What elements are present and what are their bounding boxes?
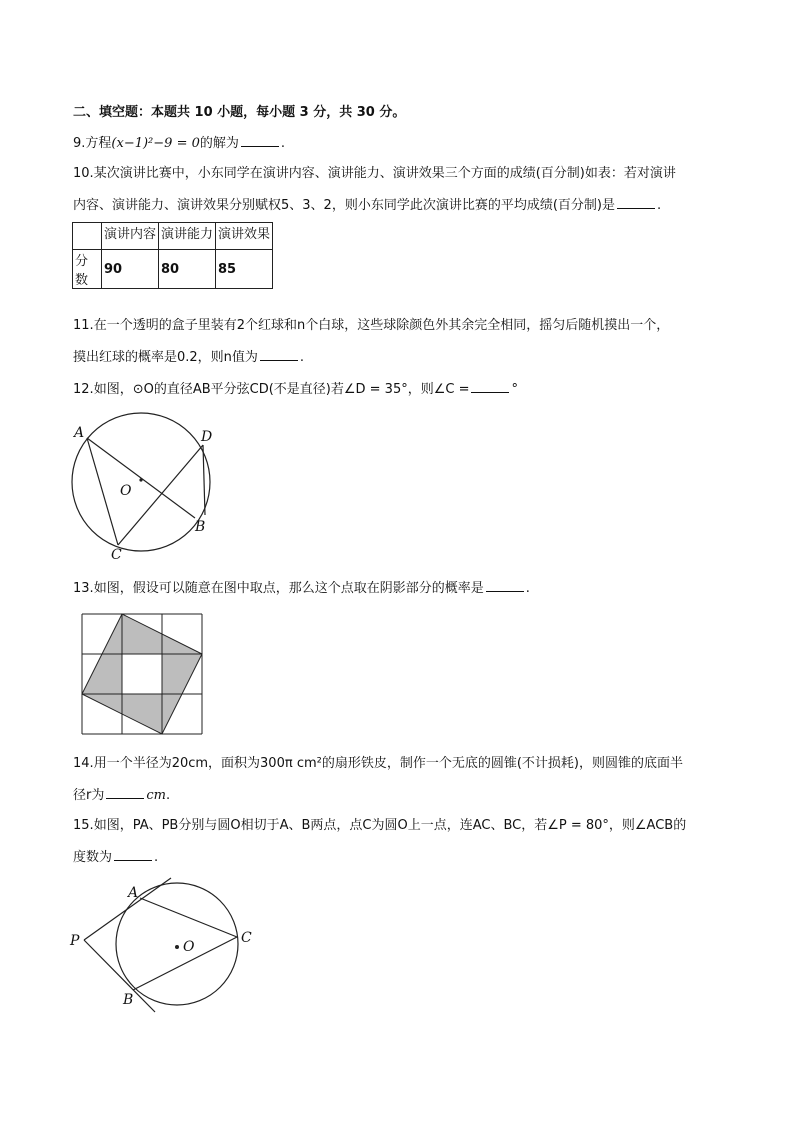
q14-line1: 用一个半径为20cm，面积为300π cm²的扇形铁皮，制作一个无底的圆锥(不计损耗)，则圆锥的底面半 — [93, 756, 683, 771]
q14-end: . — [165, 788, 171, 803]
table-row-label: 分数 — [73, 250, 102, 289]
q9-number: 9. — [73, 136, 86, 151]
q11-end: . — [299, 350, 305, 365]
q12-label-d: D — [201, 429, 213, 445]
q11-number: 11. — [73, 318, 94, 333]
q12-label-o: O — [120, 483, 132, 499]
q15-label-b: B — [123, 992, 134, 1008]
q12-label-a: A — [74, 425, 85, 441]
table-header-cell: 演讲能力 — [159, 223, 216, 250]
q15-label-c: C — [241, 930, 252, 946]
table-cell: 90 — [102, 250, 159, 289]
q15-line1: 如图，PA、PB分别与圆O相切于A、B两点，点C为圆O上一点，连AC、BC，若∠P = 80°，则∠ACB的 — [93, 818, 687, 833]
q9-text-before: 方程 — [85, 136, 112, 151]
table-header-cell: 演讲内容 — [102, 223, 159, 250]
q11-line2: 摸出红球的概率是0.2，则n值为 — [73, 350, 258, 365]
q9-end: . — [280, 136, 286, 151]
section-heading: 二、填空题：本题共 10 小题，每小题 3 分，共 30 分。 — [73, 105, 406, 120]
table-cell: 85 — [216, 250, 273, 289]
q15-line2: 度数为 — [73, 850, 113, 865]
q9-text-after: 的解为 — [199, 136, 239, 151]
q15-label-o: O — [183, 939, 195, 955]
q9-equation: (x−1)²−9 = 0 — [111, 136, 200, 151]
q10-line1: 某次演讲比赛中，小东同学在演讲内容、演讲能力、演讲效果三个方面的成绩(百分制)如表：若对演讲 — [93, 166, 676, 181]
q14-number: 14. — [73, 756, 94, 771]
table-header-cell: 演讲效果 — [216, 223, 273, 250]
q14-unit: cm — [146, 788, 166, 803]
q12-end: ° — [511, 382, 518, 397]
q13-text: 如图，假设可以随意在图中取点，那么这个点取在阴影部分的概率是 — [93, 581, 484, 596]
q15-label-p: P — [70, 933, 80, 949]
q12-number: 12. — [73, 382, 94, 397]
table-cell: 80 — [159, 250, 216, 289]
q12-text: 如图，⊙O的直径AB平分弦CD(不是直径)若∠D = 35°，则∠C = — [93, 382, 470, 397]
q11-line1: 在一个透明的盒子里装有2个红球和n个白球，这些球除颜色外其余完全相同，摇匀后随机摸出一个， — [93, 318, 670, 333]
q13-number: 13. — [73, 581, 94, 596]
q12-label-b: B — [195, 519, 206, 535]
q14-line2: 径r为 — [73, 788, 105, 803]
q15-label-a: A — [128, 885, 139, 901]
q13-end: . — [525, 581, 530, 596]
q15-end: . — [154, 850, 159, 865]
q10-number: 10. — [73, 166, 94, 181]
q12-label-c: C — [111, 547, 122, 563]
q10-end: . — [656, 198, 662, 213]
q10-line2: 内容、演讲能力、演讲效果分别赋权5、3、2，则小东同学此次演讲比赛的平均成绩(百分制)是 — [73, 198, 615, 213]
q15-number: 15. — [73, 818, 94, 833]
